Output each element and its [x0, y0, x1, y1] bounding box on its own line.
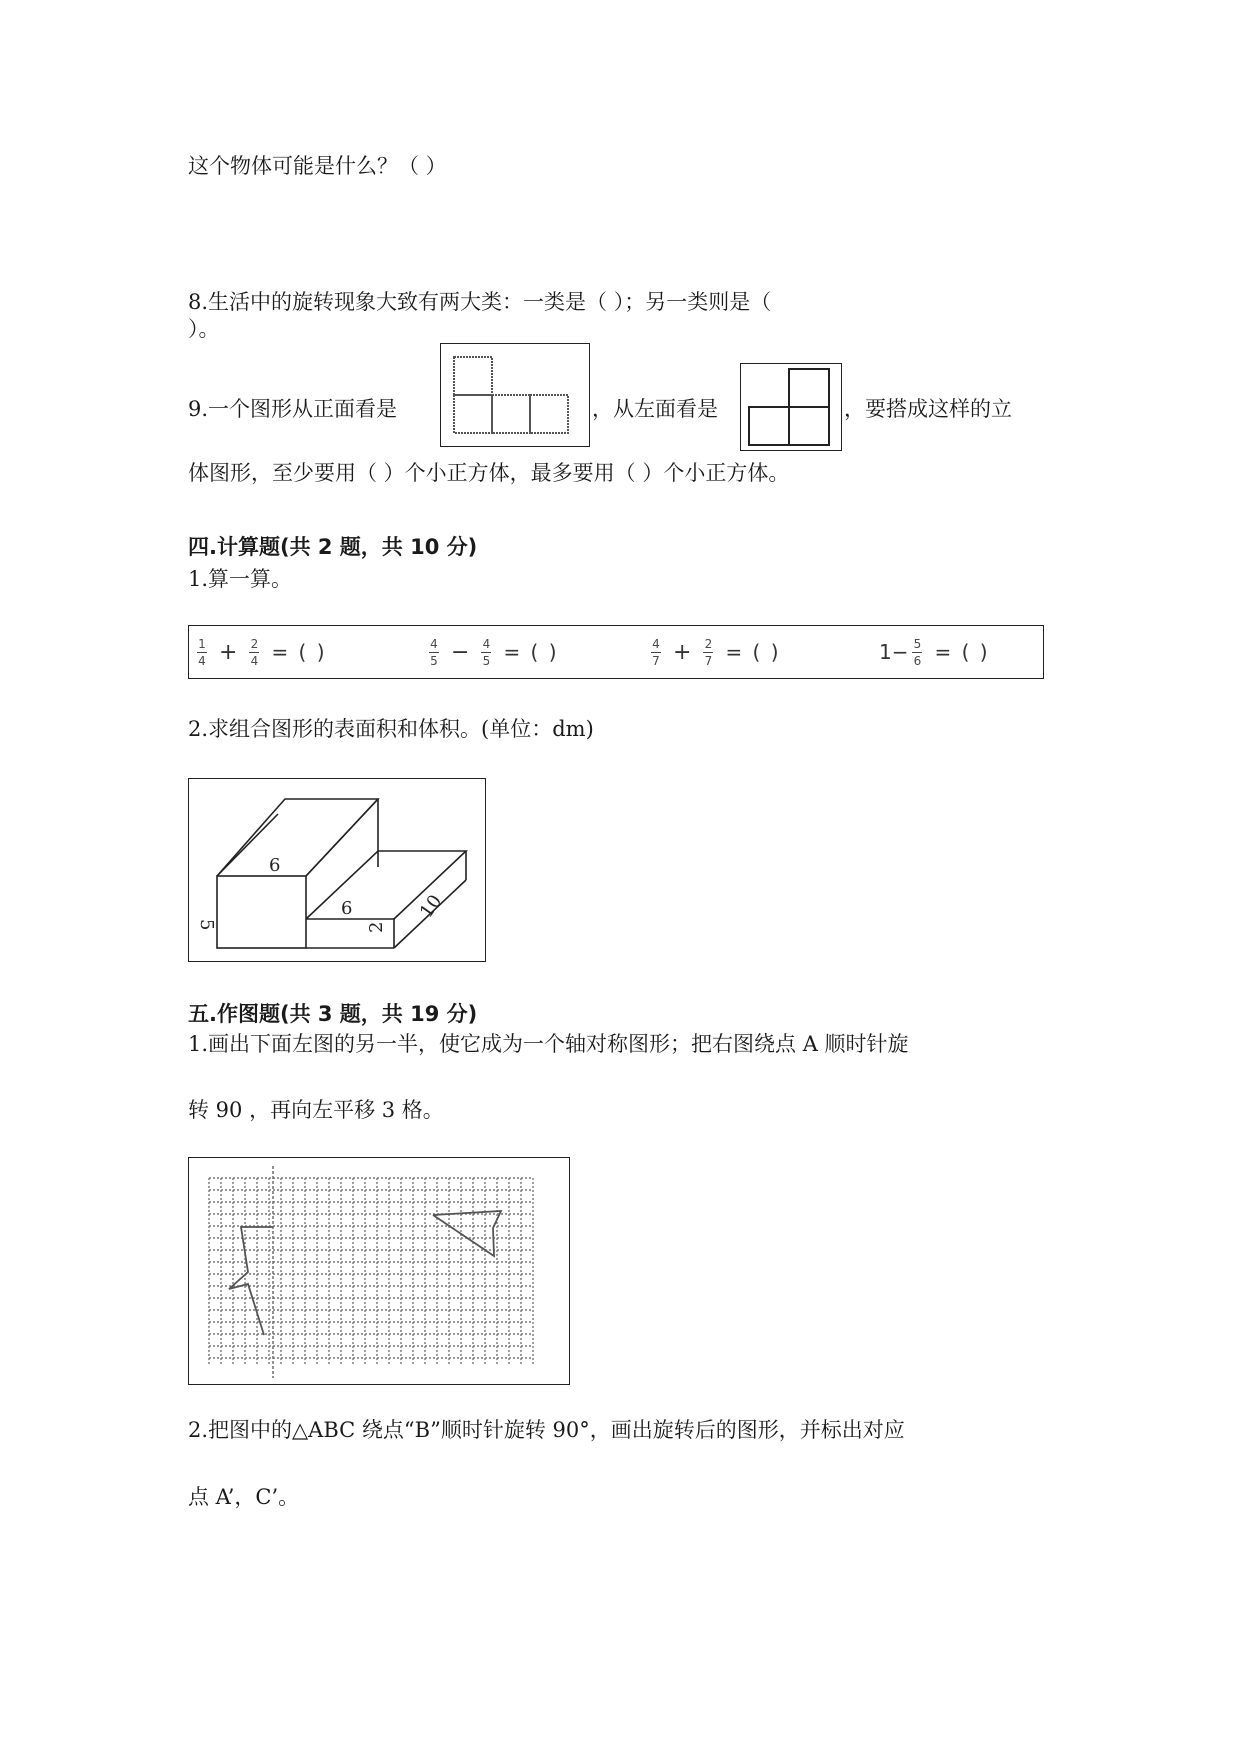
s5-q2-line1: 2.把图中的△ABC 绕点“B”顺时针旋转 90°，画出旋转后的图形，并标出对应 — [188, 1418, 905, 1442]
half-shape — [229, 1227, 273, 1335]
calculation-box — [188, 625, 1044, 679]
dim-depth: 10 — [415, 891, 447, 922]
composite-solid-figure — [188, 778, 486, 962]
fraction: $\frac{1}{4}$ — [198, 636, 206, 668]
q9-line2: 体图形，至少要用（ ）个小正方体，最多要用（ ）个小正方体。 — [188, 461, 790, 485]
fraction: $\frac{5}{6}$ — [913, 636, 922, 668]
s5-q1-line2: 转 90 ，再向左平移 3 格。 — [188, 1098, 444, 1122]
dim-top: 6 — [269, 855, 281, 876]
expr-4 — [879, 632, 990, 672]
composite-solid-svg — [189, 779, 485, 961]
q8-line1: 8.生活中的旋转现象大致有两大类：一类是（ ）；另一类则是（ — [188, 290, 772, 314]
dotted-grid — [209, 1178, 533, 1366]
left-view-figure — [740, 363, 842, 451]
expr-2 — [425, 632, 559, 672]
fraction: $\frac{4}{7}$ — [652, 636, 660, 668]
section5-title: 五.作图题(共 3 题，共 19 分) — [188, 1002, 478, 1026]
operator: − — [451, 639, 470, 665]
answer-blank: = ( ) — [503, 640, 559, 664]
q7-tail-text: 这个物体可能是什么？（ ） — [188, 154, 447, 178]
front-view-svg — [441, 344, 589, 446]
answer-blank: = ( ) — [271, 640, 327, 664]
s4-q2-label: 2.求组合图形的表面积和体积。(单位：dm) — [188, 717, 594, 741]
operator: + — [219, 639, 238, 665]
expr-3 — [647, 632, 781, 672]
answer-blank: = ( ) — [934, 640, 990, 664]
dim-left: 5 — [196, 919, 217, 931]
s5-q1-line1: 1.画出下面左图的另一半，使它成为一个轴对称图形；把右图绕点 A 顺时针旋 — [188, 1032, 909, 1056]
q9-part3: ，要搭成这样的立 — [844, 397, 1012, 421]
left-view-svg — [741, 364, 841, 450]
dim-step: 6 — [341, 898, 353, 919]
answer-blank: = ( ) — [725, 640, 781, 664]
whole-number: 1− — [879, 640, 909, 664]
grid-svg — [189, 1158, 569, 1384]
front-view-figure — [440, 343, 590, 447]
operator: + — [673, 639, 692, 665]
rotate-shape — [433, 1211, 501, 1256]
section4-title: 四.计算题(共 2 题，共 10 分) — [188, 535, 478, 559]
fraction: $\frac{4}{5}$ — [430, 636, 438, 668]
fraction: $\frac{4}{5}$ — [482, 636, 491, 668]
expr-1 — [193, 632, 327, 672]
fraction: $\frac{2}{4}$ — [250, 636, 259, 668]
grid-drawing-figure — [188, 1157, 570, 1385]
s4-q1-label: 1.算一算。 — [188, 567, 293, 591]
q8-line2: ）。 — [188, 317, 220, 341]
s5-q2-line2: 点 A’，C’。 — [188, 1485, 300, 1509]
q9-part1: 9.一个图形从正面看是 — [188, 397, 398, 421]
q9-part2: ，从左面看是 — [592, 397, 718, 421]
dim-height: 2 — [366, 921, 387, 933]
fraction: $\frac{2}{7}$ — [704, 636, 713, 668]
